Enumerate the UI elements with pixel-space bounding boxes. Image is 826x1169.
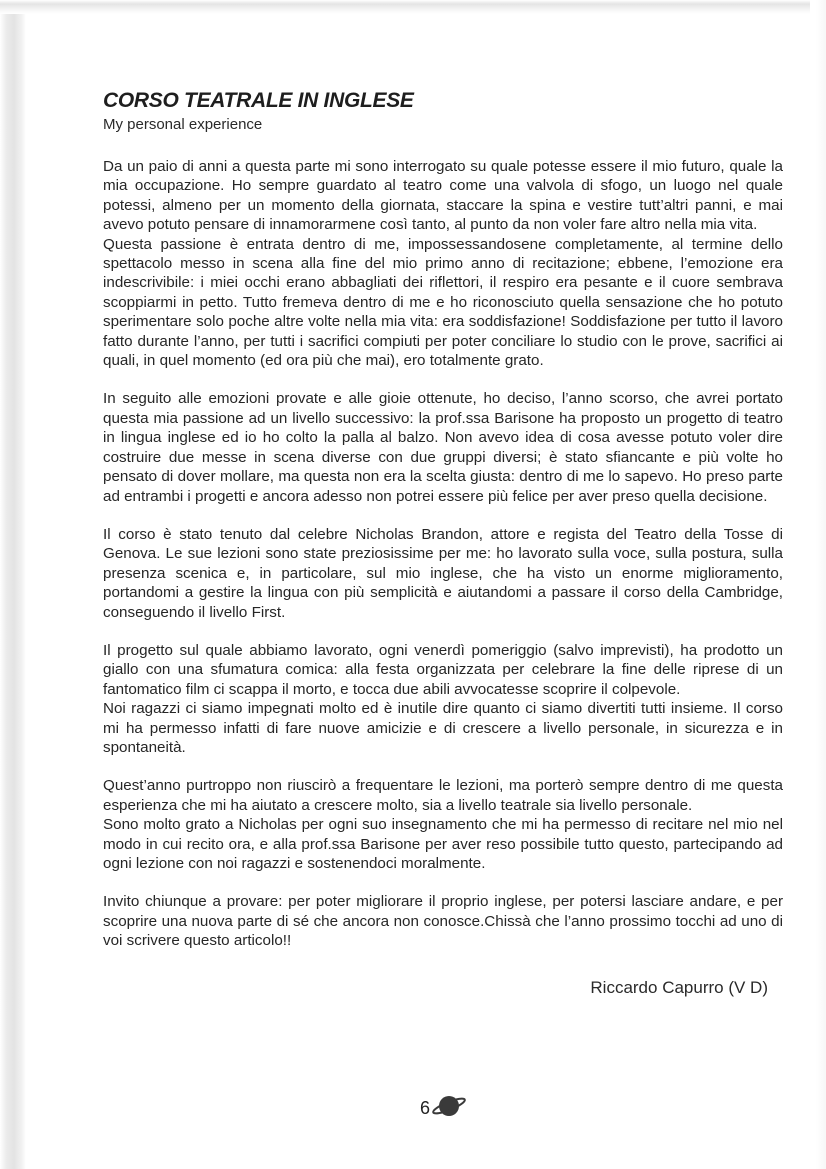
page-footer xyxy=(420,1093,467,1124)
author-signature: Riccardo Capurro (V D) xyxy=(590,978,768,997)
scan-edge-top xyxy=(0,0,810,14)
scan-edge-left xyxy=(0,0,26,1169)
paragraph: Il corso è stato tenuto dal celebre Nicholas Brandon, attore e regista del Teatro della Tosse di Genova. Le sue lezioni sono state preziosissime per me: ho lavorato sulla voce, sulla postura, sulla presenza scenica e, in particolare, sul mio inglese, che ha visto un enorme miglioramento, portandomi a gestire la lingua con più semplicità e aiutandomi a passare il corso della Cambridge, conseguendo il livello First. xyxy=(103,525,783,621)
paragraph: Noi ragazzi ci siamo impegnati molto ed è inutile dire quanto ci siamo divertiti tutti insieme. Il corso mi ha permesso infatti di fare nuove amicizie e di crescere a livello personale, in sicurezza e in spontaneità. xyxy=(103,700,783,756)
article-title: CORSO TEATRALE IN INGLESE xyxy=(103,89,414,112)
paragraph: Quest’anno purtroppo non riuscirò a frequentare le lezioni, ma porterò sempre dentro di me questa esperienza che mi ha aiutato a crescere molto, sia a livello teatrale sia livello personale. xyxy=(103,777,783,814)
paragraph: In seguito alle emozioni provate e alle gioie ottenute, ho deciso, l’anno scorso, che avrei portato questa mia passione ad un livello successivo: la prof.ssa Barisone ha proposto un progetto di teatro in lingua inglese ed io ho colto la palla al balzo. Non avevo idea di cosa avesse potuto voler dire costruire due messe in scena diverse con due gruppi diversi; è stato sfiancante e più volte ho pensato di dover mollare, ma questa non era la scelta giusta: dentro di me lo sapevo. Ho preso parte ad entrambi i progetti e ancora adesso non potrei essere più felice per aver preso quella decisione. xyxy=(103,390,783,505)
paragraph: Da un paio di anni a questa parte mi sono interrogato su quale potesse essere il mio futuro, quale la mia occupazione. Ho sempre guardato al teatro come una valvola di sfogo, un luogo nel quale potessi, almeno per un momento della giornata, staccare la spina e vestire tutt’altri panni, e mai avevo potuto pensare di innamorarmene così tanto, al punto da non voler fare altro nella mia vita. xyxy=(103,158,783,234)
paragraph: Il progetto sul quale abbiamo lavorato, ogni venerdì pomeriggio (salvo imprevisti), ha prodotto un giallo con una sfumatura comica: alla festa organizzata per celebrare la fine delle riprese di un fantomatico film ci scappa il morto, e tocca due abili avvocatesse scoprire il colpevole. xyxy=(103,641,783,698)
planet-icon xyxy=(431,1093,467,1124)
paragraph: Sono molto grato a Nicholas per ogni suo insegnamento che mi ha permesso di recitare nel mio nel modo in cui recito ora, e alla prof.ssa Barisone per aver reso possibile tutto questo, partecipando ad ogni lezione con noi ragazzi e sostenendoci moralmente. xyxy=(103,816,783,872)
scan-edge-right xyxy=(816,0,826,1169)
paragraph: Invito chiunque a provare: per poter migliorare il proprio inglese, per potersi lasciare andare, e per scoprire una nuova parte di sé che ancora non conosce.Chissà che l’anno prossimo tocchi ad uno di voi scrivere questo articolo!! xyxy=(103,893,783,950)
article xyxy=(103,88,783,951)
article-subtitle: My personal experience xyxy=(103,116,263,133)
paragraph: Questa passione è entrata dentro di me, impossessandosene completamente, al termine dello spettacolo messo in scena alla fine del mio primo anno di recitazione; ebbene, l’emozione era indescrivibile: i miei occhi erano abbagliati dei riflettori, il respiro era pesante e il cuore sembrava scoppiarmi in petto. Tutto fremeva dentro di me e ho riconosciuto quella sensazione che ho potuto sperimentare solo poche altre volte nella mia vita: era soddisfazione! Soddisfazione per tutto il lavoro fatto durante l’anno, per tutti i sacrifici compiuti per poter conciliare lo studio con le prove, sacrifici ai quali, in quel momento (ed ora più che mai), ero totalmente grato. xyxy=(103,235,783,370)
page-number: 6 xyxy=(420,1098,431,1118)
